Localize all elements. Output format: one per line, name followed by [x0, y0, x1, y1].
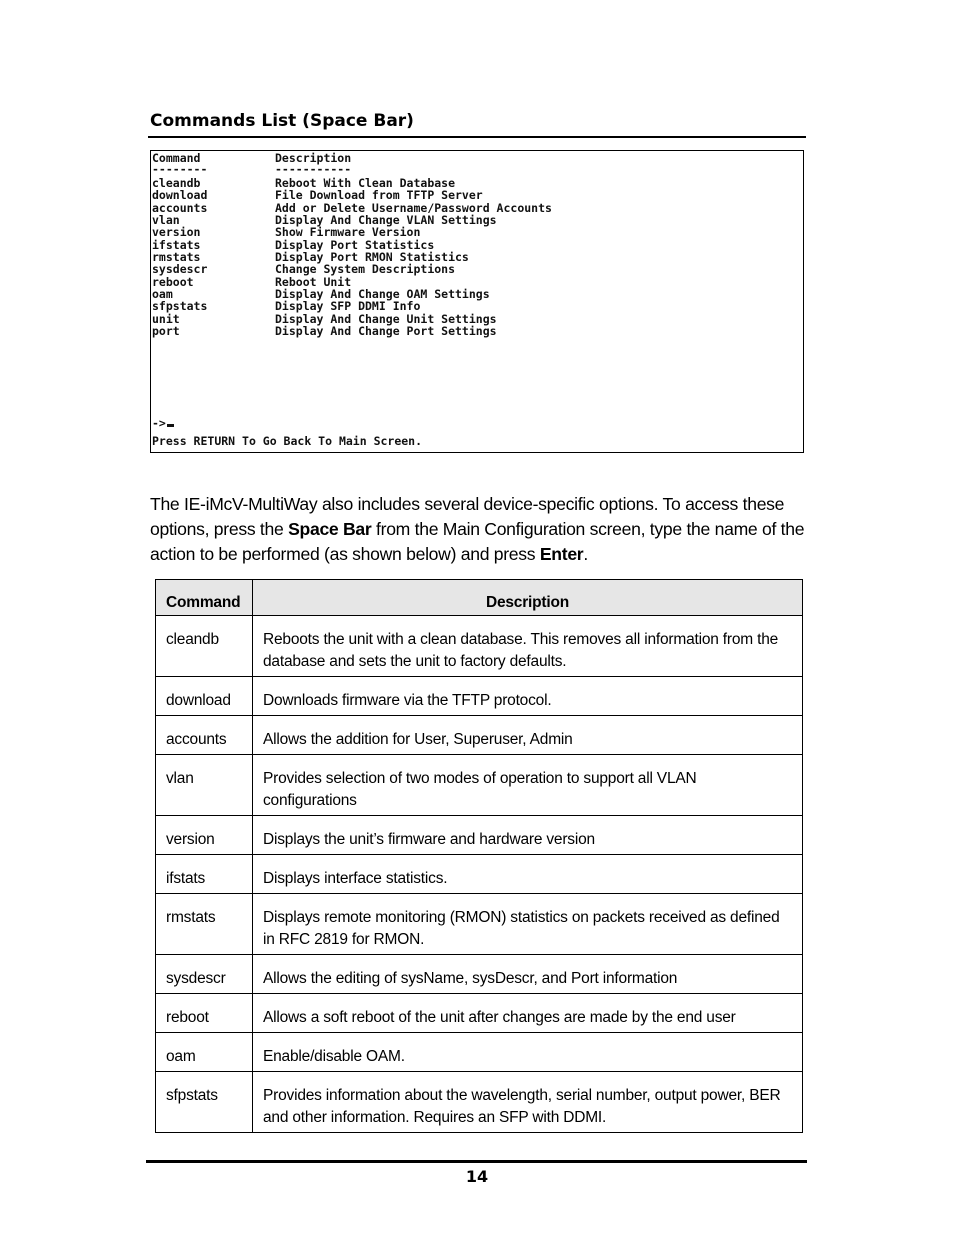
- table-cell-command: download: [156, 677, 253, 716]
- terminal-row-description: Change System Descriptions: [275, 262, 456, 277]
- table-cell-command: sfpstats: [156, 1072, 253, 1133]
- terminal-status-key: RETURN: [193, 434, 236, 448]
- table-row: [156, 855, 803, 894]
- terminal-row-description: Display SFP DDMI Info: [275, 299, 421, 314]
- table-header-row: [156, 580, 803, 616]
- terminal-row: [152, 226, 803, 238]
- terminal-row-command: reboot: [152, 274, 194, 289]
- terminal-status-line: [152, 435, 422, 447]
- table-row: [156, 677, 803, 716]
- terminal-row-command: download: [152, 188, 208, 203]
- table-cell-command: accounts: [156, 716, 253, 755]
- terminal-dash-description: -----------: [275, 162, 352, 176]
- table-cell-description: Enable/disable OAM.: [253, 1033, 803, 1072]
- table-row: [156, 894, 803, 955]
- table-cell-command: ifstats: [156, 855, 253, 894]
- table-cell-command: oam: [156, 1033, 253, 1072]
- terminal-row-description: Show Firmware Version: [275, 225, 421, 240]
- terminal-row: [152, 288, 803, 300]
- terminal-row-description: Display Port Statistics: [275, 237, 435, 252]
- table-row: [156, 816, 803, 855]
- terminal-row-command: version: [152, 225, 201, 240]
- table-cell-command: vlan: [156, 755, 253, 816]
- table-cell-command: rmstats: [156, 894, 253, 955]
- terminal-row-description: Reboot Unit: [275, 274, 352, 289]
- terminal-row-command: cleandb: [152, 176, 201, 190]
- table-cell-command: version: [156, 816, 253, 855]
- intro-paragraph: [150, 492, 810, 566]
- terminal-command-list: [152, 177, 803, 337]
- terminal-row-command: port: [152, 324, 180, 339]
- footer-rule: [146, 1160, 807, 1163]
- terminal-header-description: Description: [275, 151, 352, 165]
- terminal-row-command: ifstats: [152, 237, 201, 252]
- terminal-header-command: Command: [152, 151, 201, 165]
- terminal-row-command: unit: [152, 311, 180, 326]
- table-cell-description: Displays the unit’s firmware and hardware version: [253, 816, 803, 855]
- terminal-row-description: Display And Change OAM Settings: [275, 287, 490, 302]
- table-cell-command: sysdescr: [156, 955, 253, 994]
- terminal-row: [152, 325, 803, 337]
- intro-space-bar: Space Bar: [288, 518, 372, 539]
- table-cell-description: Provides selection of two modes of operation to support all VLAN configurations: [253, 755, 803, 816]
- intro-part2: from the Main Configuration screen, type the name of the action to be performed (as shown below) and press: [150, 518, 805, 564]
- table-row: [156, 1072, 803, 1133]
- terminal-row-command: sysdescr: [152, 262, 208, 277]
- terminal-row-description: Reboot With Clean Database: [275, 176, 456, 190]
- terminal-row-description: Display Port RMON Statistics: [275, 250, 469, 265]
- terminal-prompt-symbol: ->: [152, 416, 166, 430]
- terminal-row-description: File Download from TFTP Server: [275, 188, 483, 203]
- terminal-row: [152, 214, 803, 226]
- table-cell-description: Downloads firmware via the TFTP protocol.: [253, 677, 803, 716]
- table-row: [156, 1033, 803, 1072]
- section-title: Commands List (Space Bar): [150, 111, 414, 131]
- terminal-row-description: Display And Change Port Settings: [275, 324, 497, 339]
- table-cell-command: reboot: [156, 994, 253, 1033]
- table-cell-command: cleandb: [156, 616, 253, 677]
- terminal-row: [152, 251, 803, 263]
- terminal-row: [152, 300, 803, 312]
- terminal-row-description: Display And Change VLAN Settings: [275, 213, 497, 228]
- table-cell-description: Allows the editing of sysName, sysDescr, and Port information: [253, 955, 803, 994]
- table-row: [156, 955, 803, 994]
- table-row: [156, 994, 803, 1033]
- table-row: [156, 716, 803, 755]
- terminal-status-post: To Go Back To Main Screen.: [235, 434, 423, 448]
- table-cell-description: Allows the addition for User, Superuser, Admin: [253, 716, 803, 755]
- table-cell-description: Reboots the unit with a clean database. This removes all information from the database and sets the unit to factory defaults.: [253, 616, 803, 677]
- terminal-row-description: Display And Change Unit Settings: [275, 311, 497, 326]
- table-cell-description: Provides information about the wavelength, serial number, output power, BER and other information. Requires an SFP with DDMI.: [253, 1072, 803, 1133]
- terminal-status-pre: Press: [152, 434, 194, 448]
- terminal-row-command: accounts: [152, 200, 208, 215]
- table-cell-description: Allows a soft reboot of the unit after changes are made by the end user: [253, 994, 803, 1033]
- terminal-row-command: vlan: [152, 213, 180, 228]
- terminal-row-description: Add or Delete Username/Password Accounts: [275, 200, 552, 215]
- title-rule: [148, 136, 806, 138]
- terminal-row: [152, 189, 803, 201]
- terminal-prompt: [152, 417, 174, 429]
- terminal-dash-command: --------: [152, 162, 208, 176]
- terminal-row: [152, 263, 803, 275]
- page-number: 14: [465, 1167, 489, 1186]
- intro-part3: .: [583, 543, 588, 564]
- terminal-row-command: sfpstats: [152, 299, 208, 314]
- table-header-description: Description: [253, 580, 803, 616]
- cursor-icon: [167, 424, 174, 427]
- terminal-screenshot: [150, 150, 804, 453]
- terminal-row-command: rmstats: [152, 250, 201, 265]
- table-header-command: Command: [156, 580, 253, 616]
- table-cell-description: Displays interface statistics.: [253, 855, 803, 894]
- terminal-row-command: oam: [152, 287, 173, 302]
- table-row: [156, 755, 803, 816]
- intro-enter: Enter: [539, 543, 584, 564]
- table-row: [156, 616, 803, 677]
- terminal-row: [152, 239, 803, 251]
- table-cell-description: Displays remote monitoring (RMON) statistics on packets received as defined in RFC 2819 for RMON.: [253, 894, 803, 955]
- commands-table: [155, 579, 803, 1133]
- intro-part1: The IE-iMcV-MultiWay also includes several device-specific options. To access these options, press the: [150, 494, 785, 539]
